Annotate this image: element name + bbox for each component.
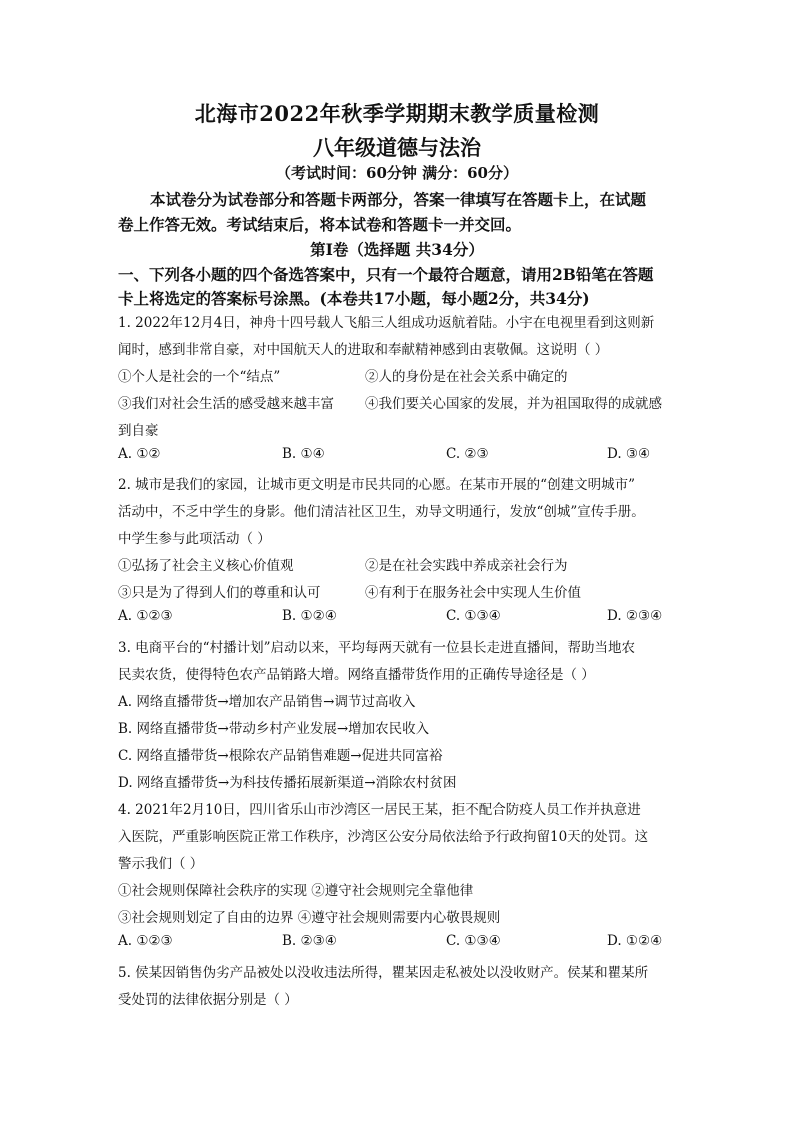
option-d[interactable]: D. ③④ <box>607 446 651 462</box>
statement-3: ③我们对社会生活的感受越来越丰富 <box>118 396 334 412</box>
instructions-line-2: 卷上作答无效。考试结束后，将本试卷和答题卡一并交回。 <box>118 215 522 234</box>
option-c[interactable]: C. 网络直播带货→根除农产品销售难题→促进共同富裕 <box>118 748 443 764</box>
option-d[interactable]: D. ②③④ <box>607 608 663 624</box>
section-title: 第Ⅰ卷（选择题 共34分） <box>310 240 484 259</box>
statement-2: ②人的身份是在社会关系中确定的 <box>365 369 568 385</box>
statement-4-cont: 到自豪 <box>118 423 159 439</box>
instructions-line-1: 本试卷分为试卷部分和答题卡两部分，答案一律填写在答题卡上，在试题 <box>150 190 647 209</box>
question-stem: 受处罚的法律依据分别是（ ） <box>118 992 298 1008</box>
option-a[interactable]: A. ①②③ <box>118 933 173 949</box>
question-stem: 入医院，严重影响医院正常工作秩序，沙湾区公安分局依法给予行政拘留10天的处罚。这 <box>118 829 649 845</box>
section-desc-line-2: 卡上将选定的答案标号涂黑。(本卷共17小题，每小题2分，共34分) <box>118 289 590 308</box>
question-stem: 2. 城市是我们的家园，让城市更文明是市民共同的心愿。在某市开展的“创建文明城市” <box>118 477 635 493</box>
option-d[interactable]: D. 网络直播带货→为科技传播拓展新渠道→消除农村贫困 <box>118 775 457 791</box>
option-a[interactable]: A. ①② <box>118 446 161 462</box>
option-b[interactable]: B. ①②④ <box>282 608 337 624</box>
statement-3: ③只是为了得到人们的尊重和认可 <box>118 585 321 601</box>
statement-1: ①个人是社会的一个“结点” <box>118 369 281 385</box>
exam-info: （考试时间：60分钟 满分：60分） <box>276 164 518 182</box>
option-b[interactable]: B. 网络直播带货→带动乡村产业发展→增加农民收入 <box>118 721 430 737</box>
question-stem: 警示我们（ ） <box>118 856 204 872</box>
statement-2: ②是在社会实践中养成亲社会行为 <box>365 558 568 574</box>
question-stem: 1. 2022年12月4日，神舟十四号载人飞船三人组成功返航着陆。小宇在电视里看到这则新 <box>118 315 655 331</box>
statement-4: ④有利于在服务社会中实现人生价值 <box>365 585 581 601</box>
statement-1: ①弘扬了社会主义核心价值观 <box>118 558 294 574</box>
section-desc-line-1: 一、下列各小题的四个备选答案中，只有一个最符合题意，请用2B铅笔在答题 <box>118 265 654 284</box>
option-b[interactable]: B. ②③④ <box>282 933 337 949</box>
question-stem: 5. 侯某因销售伪劣产品被处以没收违法所得，瞿某因走私被处以没收财产。侯某和瞿某所 <box>118 965 649 981</box>
statements-3-4: ③社会规则划定了自由的边界 ④遵守社会规则需要内心敬畏规则 <box>118 910 501 926</box>
question-stem: 活动中，不乏中学生的身影。他们清洁社区卫生，劝导文明通行，发放“创城”宣传手册。 <box>118 504 645 520</box>
question-stem: 闻时，感到非常自豪，对中国航天人的进取和奉献精神感到由衷敬佩。这说明（ ） <box>118 342 609 358</box>
option-c[interactable]: C. ②③ <box>446 446 489 462</box>
question-stem: 民卖农货，使得特色农产品销路大增。网络直播带货作用的正确传导途径是（ ） <box>118 667 595 683</box>
statements-1-2: ①社会规则保障社会秩序的实现 ②遵守社会规则完全靠他律 <box>118 883 474 899</box>
question-stem: 3. 电商平台的“村播计划”启动以来，平均每两天就有一位县长走进直播间，帮助当地农 <box>118 640 635 656</box>
option-c[interactable]: C. ①③④ <box>446 933 501 949</box>
option-a[interactable]: A. ①②③ <box>118 608 173 624</box>
statement-4: ④我们要关心国家的发展，并为祖国取得的成就感 <box>365 396 662 412</box>
question-stem: 中学生参与此项活动（ ） <box>118 531 271 547</box>
option-a[interactable]: A. 网络直播带货→增加农产品销售→调节过高收入 <box>118 694 416 710</box>
option-b[interactable]: B. ①④ <box>282 446 325 462</box>
exam-subject: 八年级道德与法治 <box>313 135 481 160</box>
question-stem: 4. 2021年2月10日，四川省乐山市沙湾区一居民王某，拒不配合防疫人员工作并执意进 <box>118 802 641 818</box>
option-d[interactable]: D. ①②④ <box>607 933 663 949</box>
option-c[interactable]: C. ①③④ <box>446 608 501 624</box>
exam-title: 北海市2022年秋季学期期末教学质量检测 <box>194 101 600 126</box>
